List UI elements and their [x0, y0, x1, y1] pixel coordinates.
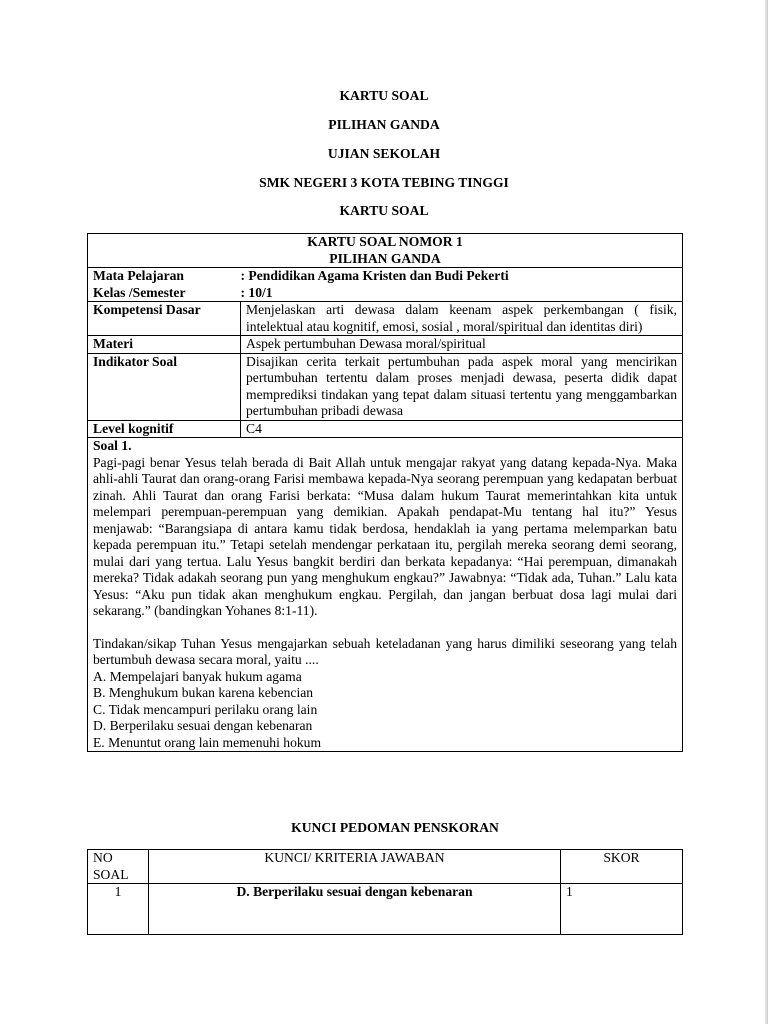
indikator-row: [88, 353, 683, 420]
level-label: Level kognitif: [88, 420, 241, 438]
materi-value: Aspek pertumbuhan Dewasa moral/spiritual: [241, 336, 683, 354]
card-title: KARTU SOAL NOMOR 1: [307, 234, 463, 249]
key-row-skor: 1: [561, 884, 683, 935]
materi-row: [88, 336, 683, 354]
option-d: D. Berperilaku sesuai dengan kebenaran: [93, 718, 313, 733]
card-title-row: [88, 234, 683, 268]
level-row: [88, 420, 683, 438]
option-b: B. Menghukum bukan karena kebencian: [93, 685, 314, 700]
key-col-kriteria: KUNCI/ KRITERIA JAWABAN: [149, 850, 561, 884]
key-col-skor: SKOR: [561, 850, 683, 884]
key-row: [88, 884, 683, 935]
key-row-kriteria: D. Berperilaku sesuai dengan kebenaran: [149, 884, 561, 935]
kd-label: Kompetensi Dasar: [88, 302, 241, 336]
soal-story: Pagi-pagi benar Yesus telah berada di Bait Allah untuk mengajar rakyat yang datang kepada-Nya. Maka ahli-ahli Taurat dan orang-orang Farisi membawa kepada-Nya seorang perempuan yang kedapatan berbuat zinah. Ahli Taurat dan orang Farisi berkata: “Musa dalam hukum Taurat memerintahkan kita untuk melempari perempuan-perempuan yang demikian. Apakah pendapat-Mu tentang hal itu?” Yesus menjawab: “Barangsiapa di antara kamu tidak berdosa, hendaklah ia yang pertama melemparkan batu kepada perempuan itu.” Tetapi setelah mendengar perkataan itu, pergilah mereka seorang demi seorang, mulai dari yang tertua. Lalu Yesus bangkit berdiri dan berkata kepadanya: “Hai perempuan, dimanakah mereka? Tidak adakah seorang pun yang menghukum engkau?” Jawabnya: “Tidak ada, Tuhan.” Lalu kata Yesus: “Aku pun tidak akan menghukum engkau. Pergilah, dan jangan berbuat dosa lagi mulai dari sekarang.” (bandingkan Yohanes 8:1-11).: [93, 454, 677, 618]
key-col-no: NO SOAL: [88, 850, 149, 884]
card-subtitle: PILIHAN GANDA: [329, 250, 441, 266]
option-c: C. Tidak mencampuri perilaku orang lain: [93, 701, 318, 717]
header-ujian-sekolah: UJIAN SEKOLAH: [327, 146, 441, 161]
option-e: E. Menuntut orang lain memenuhi hokum: [93, 734, 322, 750]
header-pilihan-ganda: PILIHAN GANDA: [328, 117, 440, 132]
indikator-label: Indikator Soal: [88, 353, 241, 420]
header-kartu-soal-2: KARTU SOAL: [339, 203, 429, 218]
level-value: C4: [241, 420, 683, 438]
kelas-label: Kelas /Semester: [93, 284, 186, 300]
option-a: A. Mempelajari banyak hukum agama: [93, 668, 302, 684]
answer-key-table: [87, 849, 683, 935]
materi-label: Materi: [88, 336, 241, 354]
kelas-value: : 10/1: [240, 284, 273, 300]
subject-row: [88, 268, 683, 302]
kd-value: Menjelaskan arti dewasa dalam keenam aspek perkembangan ( fisik, intelektual atau kognitif, emosi, sosial , moral/spiritual dan identitas diri): [241, 302, 683, 336]
soal-question: Tindakan/sikap Tuhan Yesus mengajarkan sebuah keteladanan yang harus dimiliki seseorang yang telah bertumbuh dewasa secara moral, yaitu ....: [93, 635, 677, 667]
question-card-table: [87, 233, 683, 752]
kunci-title: KUNCI PEDOMAN PENSKORAN: [291, 820, 499, 835]
soal-row: [88, 438, 683, 752]
blank-line: [93, 620, 677, 636]
header-kartu-soal: KARTU SOAL: [339, 88, 429, 103]
mapel-value: : Pendidikan Agama Kristen dan Budi Pekerti: [240, 268, 509, 283]
soal-heading: Soal 1.: [93, 438, 132, 453]
header-school-name: SMK NEGERI 3 KOTA TEBING TINGGI: [259, 175, 509, 190]
key-header-row: [88, 850, 683, 884]
mapel-label: Mata Pelajaran: [93, 268, 184, 283]
key-row-no: 1: [88, 884, 149, 935]
kd-row: [88, 302, 683, 336]
indikator-value: Disajikan cerita terkait pertumbuhan pada aspek moral yang mencirikan pertumbuhan tertentu dalam proses menjadi dewasa, peserta didik dapat memprediksi tindakan yang tepat dalam situasi tertentu yang menggambarkan pertumbuhan pribadi dewasa: [241, 353, 683, 420]
